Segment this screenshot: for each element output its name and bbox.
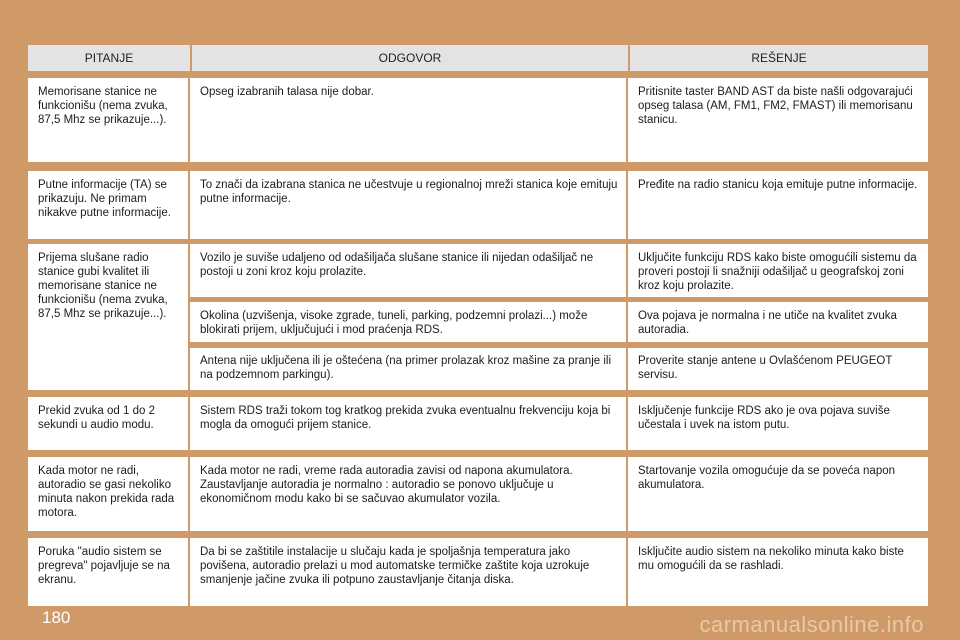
row-6-question: Poruka "audio sistem se pregreva" pojavljuje se na ekranu. (28, 538, 188, 606)
page-number: 180 (42, 608, 71, 627)
row-5-question: Kada motor ne radi, autoradio se gasi nekoliko minuta nakon prekida rada motora. (28, 457, 188, 531)
row-3-solution-1: Uključite funkciju RDS kako biste omogućili sistemu da proveri postoji li snažniji odašiljač u geografskoj zoni kroz koju prolazite. (628, 244, 928, 297)
row-3-question: Prijema slušane radio stanice gubi kvalitet ili memorisane stanice ne funkcionišu (nema zvuka, 87,5 Mhz se prikazuje...). (28, 244, 188, 390)
row-2-solution: Pređite na radio stanicu koja emituje putne informacije. (628, 171, 928, 239)
row-3-solution-3: Proverite stanje antene u Ovlašćenom PEUGEOT servisu. (628, 348, 928, 390)
header-solution: REŠENJE (628, 45, 928, 71)
header-question: PITANJE (28, 45, 190, 71)
row-2-question: Putne informacije (TA) se prikazuju. Ne primam nikakve putne informacije. (28, 171, 188, 239)
row-1-answer: Opseg izabranih talasa nije dobar. (190, 78, 626, 162)
watermark: carmanualsonline.info (699, 612, 924, 637)
row-5-answer: Kada motor ne radi, vreme rada autoradia zavisi od napona akumulatora. Zaustavljanje autoradia je normalno : autoradio se ponovo uključuje u ekonomičnom modu kako bi se sačuvao akumulator vozila. (190, 457, 626, 531)
row-1-question: Memorisane stanice ne funkcionišu (nema zvuka, 87,5 Mhz se prikazuje...). (28, 78, 188, 162)
row-4-solution: Isključenje funkcije RDS ako je ova pojava suviše učestala i uvek na istom putu. (628, 397, 928, 450)
row-4-answer: Sistem RDS traži tokom tog kratkog prekida zvuka eventualnu frekvenciju koja bi mogla da omogući prijem stanice. (190, 397, 626, 450)
row-1-solution: Pritisnite taster BAND AST da biste našli odgovarajući opseg talasa (AM, FM1, FM2, FMAST) ili memorisanu stanicu. (628, 78, 928, 162)
row-3-solution-2: Ova pojava je normalna i ne utiče na kvalitet zvuka autoradia. (628, 302, 928, 342)
row-3-answer-1: Vozilo je suviše udaljeno od odašiljača slušane stanice ili nijedan odašiljač ne postoji u zoni kroz koju prolazite. (190, 244, 626, 297)
row-5-solution: Startovanje vozila omogućuje da se poveća napon akumulatora. (628, 457, 928, 531)
row-6-answer: Da bi se zaštitile instalacije u slučaju kada je spoljašnja temperatura jako povišena, autoradio prelazi u mod automatske termičke zaštite koja uzrokuje smanjenje jačine zvuka ili potpuno zaustavljanje čitanja diska. (190, 538, 626, 606)
row-3-answer-2: Okolina (uzvišenja, visoke zgrade, tuneli, parking, podzemni prolazi...) može blokirati prijem, uključujući i mod praćenja RDS. (190, 302, 626, 342)
row-2-answer: To znači da izabrana stanica ne učestvuje u regionalnoj mreži stanica koje emituju putne informacije. (190, 171, 626, 239)
header-answer: ODGOVOR (190, 45, 628, 71)
row-6-solution: Isključite audio sistem na nekoliko minuta kako biste mu omogućili da se rashladi. (628, 538, 928, 606)
row-4-question: Prekid zvuka od 1 do 2 sekundi u audio modu. (28, 397, 188, 450)
row-3-answer-3: Antena nije uključena ili je oštećena (na primer prolazak kroz mašine za pranje ili na podzemnom parkingu). (190, 348, 626, 390)
